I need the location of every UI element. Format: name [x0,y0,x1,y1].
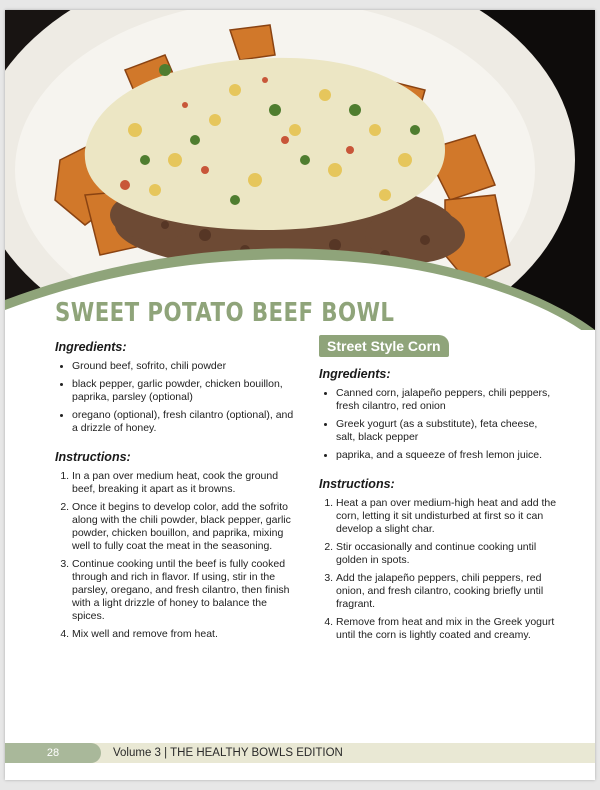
side-recipe-column [319,335,559,647]
list-item: 1. In a pan over medium heat, cook the ground beef, breaking it apart as it browns. [72,470,295,496]
list-item: 4. Mix well and remove from heat. [72,628,295,641]
list-item: 1. Heat a pan over medium-high heat and add the corn, letting it sit undisturbed at first so it can develop a slight char. [336,497,559,536]
ingredients-list [55,360,295,435]
side-instructions-heading: Instructions: [319,477,395,491]
main-recipe-column [55,340,295,646]
hero-photo [5,10,595,330]
edition-label: Volume 3 | THE HEALTHY BOWLS EDITION [113,747,343,759]
recipe-page [5,10,595,780]
side-ingredients-list [319,387,559,462]
side-recipe-title: Street Style Corn [319,335,449,357]
list-item: 2. Stir occasionally and continue cooking until golden in spots. [336,541,559,567]
list-item: • black pepper, garlic powder, chicken bouillon, paprika, parsley (optional) [72,378,295,404]
side-ingredients-heading: Ingredients: [319,367,391,381]
recipe-title: SWEET POTATO BEEF BOWL [55,298,395,328]
list-item: 4. Remove from heat and mix in the Greek yogurt until the corn is lightly coated and creamy. [336,616,559,642]
side-instructions-list [319,497,559,642]
instructions-list [55,470,295,641]
list-item: • Greek yogurt (as a substitute), feta cheese, salt, black pepper [336,418,559,444]
list-item: • Ground beef, sofrito, chili powder [72,360,295,373]
food-bowl-image [5,10,595,330]
instructions-heading: Instructions: [55,450,131,464]
list-item: • paprika, and a squeeze of fresh lemon juice. [336,449,559,462]
page-footer [5,743,595,763]
ingredients-heading: Ingredients: [55,340,127,354]
list-item: 3. Continue cooking until the beef is fully cooked through and rich in flavor. If using, stir in the parsley, oregano, and fresh cilantro, then finish with a light drizzle of honey to balance the spices. [72,558,295,623]
list-item: 2. Once it begins to develop color, add the sofrito along with the chili powder, black pepper, garlic powder, chicken bouillon, and paprika, mixing well to fully coat the meat in the seasoning. [72,501,295,553]
list-item: • oregano (optional), fresh cilantro (optional), and a drizzle of honey. [72,409,295,435]
list-item: 3. Add the jalapeño peppers, chili peppers, red onion, and fresh cilantro, cooking briefly until fragrant. [336,572,559,611]
list-item: • Canned corn, jalapeño peppers, chili peppers, fresh cilantro, red onion [336,387,559,413]
page-number: 28 [5,743,101,763]
